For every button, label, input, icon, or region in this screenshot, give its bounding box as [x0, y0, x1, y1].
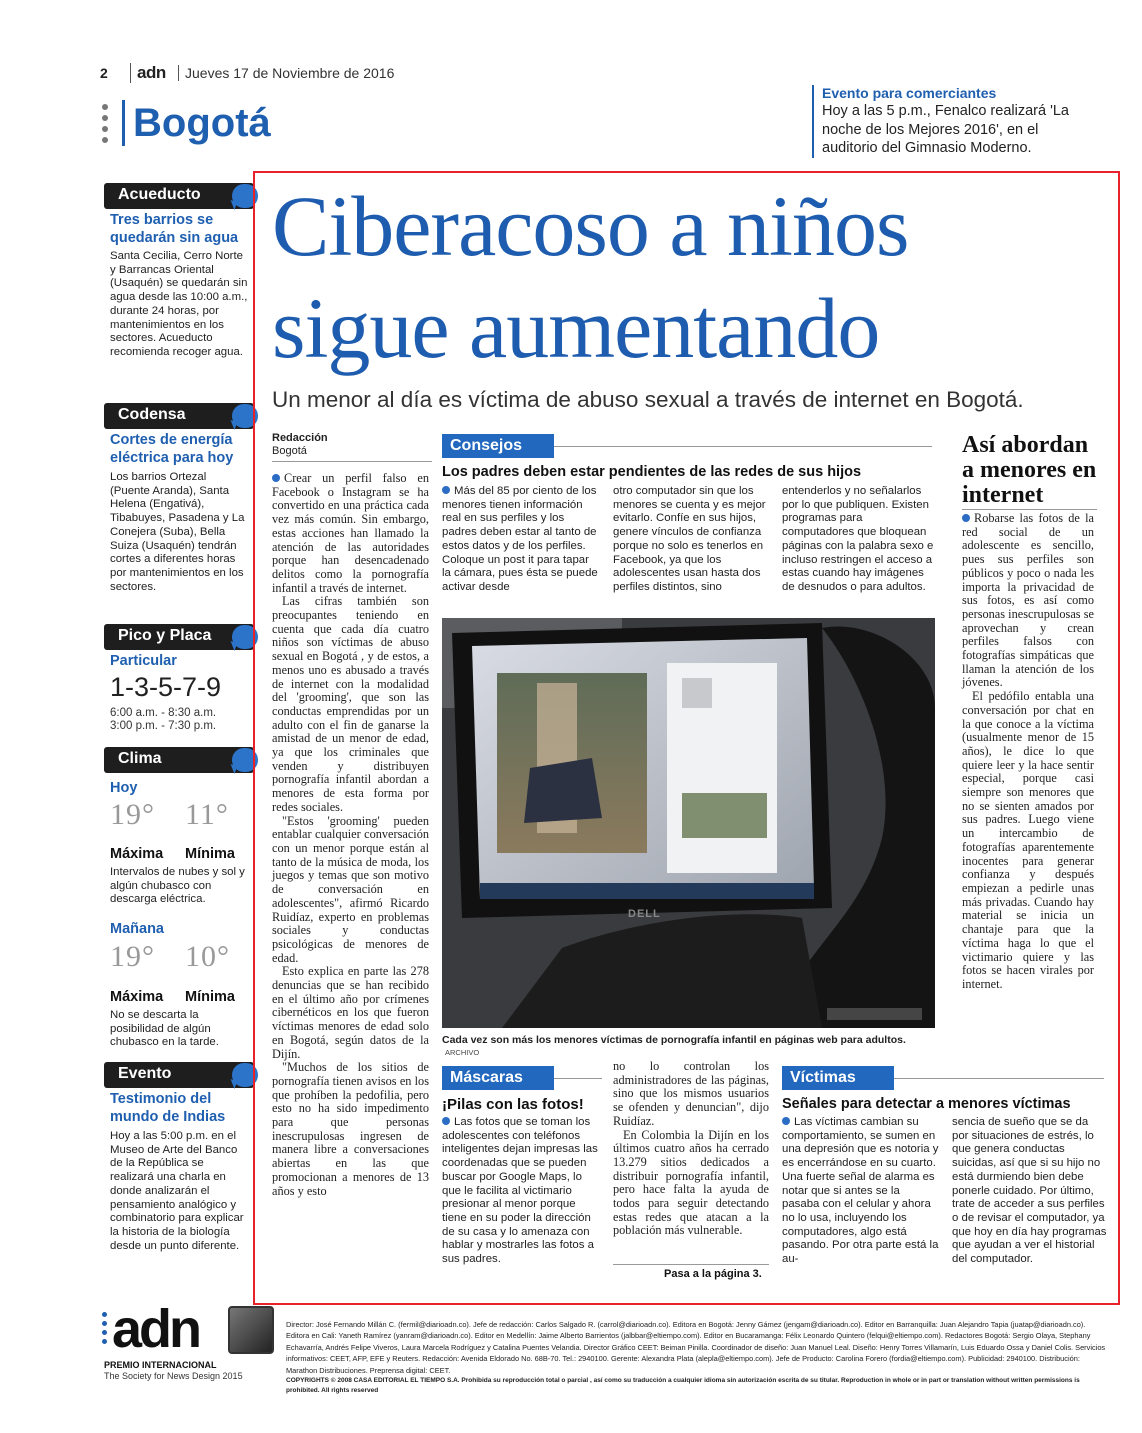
page-number: 2 [100, 65, 108, 81]
article-paragraph: Esto explica en parte las 278 denuncias que se han recibido en el último año por crímenes cibernéticos en los que fueron víctimas menores de edad solo en Bogotá, según datos de la Dijín. [272, 964, 429, 1061]
acueducto-body: Santa Cecilia, Cerro Norte y Barrancas Oriental (Usaquén) se quedarán sin agua desde las 10:00 a.m., durante 24 horas, por mantenimientos en los sectores. Acueducto recomienda recoger agua. [110, 250, 248, 358]
hoy-min-temp: 11° [185, 798, 229, 831]
article-paragraph: "Estos 'grooming' pueden entablar cualquier conversación con un menor porque están al tanto de la música de moda, los juegos y temas que son motivo de conversación en adolescentes", afirmó Ricardo Ruidíaz, experto en problemas sociales y conductas psicológicas de menores de edad. [272, 813, 429, 965]
byline-rule [272, 461, 432, 462]
evento-body: Hoy a las 5:00 p.m. en el Museo de Arte del Banco de la República se realizará una charla en donde analizarán el pensamiento analógico y combinatorio para explicar la historia de la biología desde un punto diferente. [110, 1130, 244, 1252]
evento-label-box [104, 1062, 254, 1088]
event-box [812, 85, 1097, 158]
bullet-icon [272, 474, 280, 482]
mascaras-rule [554, 1078, 602, 1079]
clima-hoy: Hoy [110, 780, 138, 796]
clima-label-box [104, 747, 254, 773]
article-paragraph: Las cifras también son preocupantes teniendo en cuenta que cada día cuatro niños son víctimas de abuso sexual en Bogotá , y de estos, a menos uno es abusado a través de internet con la modalidad del 'grooming', que son las conductas emprendidas por un adulto con el fin de ganarse la amistad de un menor de edad, ya que los criminales que venden y distribuyen pornografía infantil abordan a menores de esta forma por redes sociales. [272, 594, 429, 814]
mascaras-paragraph: no lo controlan los administradores de las páginas, sino que los mismos usuarios se ofenden y denuncian", dijo Ruidíaz. [613, 1059, 769, 1128]
consejos-col-3: entenderlos y no señalarlos por lo que publiquen. Existen programas para computadores que bloquean páginas con la palabra sexo e incluso restringen el acceso a estas cuando hay imágenes de desnudos o para adultos. [782, 485, 934, 593]
aside-rule [962, 509, 1097, 510]
headline-line-1: Ciberacoso a niños [272, 178, 909, 274]
article-paragraph: "Muchos de los sitios de pornografía tienen avisos en los que prohíben la pedofilia, pero esto no ha sido impedimento para que personas inescrupulosas ingresen de manera libre a conversaciones abiertas en las que promocionan a menores de 13 años y esto [272, 1060, 429, 1198]
hoy-min-label: Mínima [185, 846, 235, 862]
footer-dots [102, 1312, 108, 1344]
brand-small: adn [130, 63, 166, 83]
acueducto-label-box [104, 183, 254, 209]
consejos-headline: Los padres deben estar pendientes de las redes de sus hijos [442, 464, 862, 480]
article-paragraph: Crear un perfil falso en Facebook o Instagram se ha convertido en una práctica cada vez más común. Sin embargo, estas acciones han llamado la atención de las autoridades porque han desencadenado delitos como la pornografía infantil a través de internet. [272, 471, 429, 595]
bullet-icon [442, 486, 450, 494]
headline-line-2: sigue aumentando [272, 280, 880, 376]
pico-label: Pico y Placa [118, 627, 212, 644]
manana-forecast: No se descarta la posibilidad de algún chubasco en la tarde. [110, 1009, 219, 1049]
byline-place: Bogotá [272, 445, 307, 457]
evento-label: Evento [118, 1065, 172, 1082]
section-dots [102, 104, 108, 148]
codensa-label-box [104, 403, 254, 429]
footer-logo: adn [112, 1299, 200, 1359]
consejos-label: Consejos [442, 434, 554, 458]
victimas-label: Víctimas [782, 1066, 894, 1090]
aside-body [962, 512, 1094, 992]
manana-max-label: Máxima [110, 989, 164, 1005]
hoy-max-temp: 19° [110, 798, 155, 831]
consejos-rule [554, 446, 932, 447]
pico-type: Particular [110, 653, 177, 669]
codensa-label: Codensa [118, 406, 186, 423]
issue-date: Jueves 17 de Noviembre de 2016 [178, 65, 394, 81]
subheadline: Un menor al día es víctima de abuso sexual a través de internet en Bogotá. [272, 387, 1024, 412]
hoy-forecast: Intervalos de nubes y sol y algún chubasco con descarga eléctrica. [110, 866, 245, 906]
pico-time-1: 6:00 a.m. - 8:30 a.m. [110, 707, 217, 719]
acueducto-headline: Tres barrios se quedarán sin agua [110, 212, 239, 246]
aside-paragraph: El pedófilo entabla una conversación por chat en la que conoce a la víctima (usualmente menor de 15 años), le dice lo que quiere leer y la hace sentir especial, porque casi siempre son menores que no se sienten amados por sus padres. Luego viene un intercambio de fotografías aparentemente inocentes para generar confianza y después empiezan a pedirle unas más privadas. Cuando hay material se inicia un chantaje para que la víctima haga lo que el victimario quiere y las fotos se hacen virales por internet. [962, 689, 1094, 991]
photo-credit: ARCHIVO [445, 1048, 480, 1057]
victimas-headline: Señales para detectar a menores víctimas [782, 1096, 1071, 1112]
photo-caption [442, 1034, 937, 1058]
acueducto-label: Acueducto [118, 186, 201, 203]
mascaras-col-2 [613, 1060, 769, 1238]
mascaras-paragraph: En Colombia la Dijín en los últimos cuatro años ha cerrado 13.279 sitios dedicados a distribuir pornografía infantil, pero hace falta la ayuda de todos para seguir detectando estas redes que atacan a la población más vulnerable. [613, 1127, 769, 1238]
society-label: The Society for News Design 2015 [104, 1371, 243, 1381]
clima-label: Clima [118, 750, 162, 767]
continue-rule [613, 1264, 769, 1265]
mascaras-headline: ¡Pilas con las fotos! [442, 1096, 584, 1113]
award-label: PREMIO INTERNACIONAL [104, 1360, 217, 1370]
manana-min-temp: 10° [185, 940, 230, 973]
bullet-icon [962, 514, 970, 522]
event-title: Evento para comerciantes [822, 85, 997, 101]
consejos-col-2: otro computador sin que los menores se cuenta y es mejor evitarlo. Confíe en sus hijos, genere vínculos de confianza porque no solo es tenerlos en Facebook, ya que los adolescentes usan hasta dos perfiles distintos, sino [613, 485, 766, 593]
pico-digits: 1-3-5-7-9 [110, 672, 222, 702]
computer-photo-illustration [442, 618, 935, 1028]
aside-paragraph: Robarse las fotos de la red social de un adolescente es sencillo, pues sus perfiles son públicos y poco o nada les importa la privacidad de sus fotos, es así como personas inescrupulosas se aprovechan y crean perfiles falsos con fotografías simpáticas que llaman la atención de los jóvenes. [962, 511, 1094, 690]
manana-min-label: Mínima [185, 989, 235, 1005]
pico-label-box [104, 624, 254, 650]
aside-title: Así abordan a menores en internet [962, 432, 1097, 508]
footer-credits [286, 1319, 1106, 1396]
victimas-rule [894, 1078, 1104, 1079]
section-title: Bogotá [122, 100, 271, 146]
codensa-headline: Cortes de energía eléctrica para hoy [110, 432, 234, 466]
continue-link[interactable]: Pasa a la página 3. [664, 1268, 762, 1280]
page-header [100, 63, 600, 85]
monitor-brand: DELL [628, 908, 661, 920]
bullet-icon [782, 1117, 790, 1125]
credits-text: Director: José Fernando Millán C. (fermil@diarioadn.co). Jefe de redacción: Carlos Salgado R. (carrol@diarioadn.co). Editora en Bogotá: Jenny Gámez (jengam@diarioadn.co). Editor en Barranquilla: Juan Alejandro Tapia (juatap@diarioadn.co). Editora en Cali: Yaneth Ramírez (yanram@diarioadn.co). Editor en Medellín: Jaime Alberto Barrientos (jalbbar@eltiempo.com). Editor en Bucaramanga: Félix Leonardo Quintero (felqui@eltiempo.com). Redactores Bogotá: Sergio Olaya, Stephany Echavarría, Andrés Felipe Viveros, Laura Marcela Rodríguez y Catalina Puentes Velandia. Director Gráfico CEET: Beiman Pinilla. Coordinador de diseño: Juan Manuel Leal. Diseño: Henry Torres Villamarín, Luis Eduardo Ossa y Daniel Colis. Servicios informativos: CEET, AFP, EFE y Reuters. Redacción: Avenida Eldorado No. 68B-70. Tel.: 2940100. Gerente: Alexandra Plata (alepla@eltiempo.com). Jefe de Producto: Carolina Forero (fordia@eltiempo.com). Publicidad: 2940100. Distribución: Marathon Distribuciones. Preprensa digital: CEET. [286, 1320, 1106, 1375]
copyright-text: COPYRIGHTS © 2008 CASA EDITORIAL EL TIEMPO S.A. Prohibida su reproducción total o parcial , así como su traducción a cualquier idioma sin autorización escrita de su titular. Reproduction in whole or in part or translation without written permissions is prohibited. All rights reserved [286, 1377, 1080, 1395]
article-photo [442, 618, 935, 1028]
evento-headline: Testimonio del mundo de Indias [110, 1091, 226, 1125]
manana-max-temp: 19° [110, 940, 155, 973]
article-column-1 [272, 472, 429, 1198]
award-badge-icon [228, 1306, 274, 1354]
mascaras-label: Máscaras [442, 1066, 554, 1090]
caption-text: Cada vez son más los menores víctimas de pornografía infantil en páginas web para adultos. [442, 1034, 906, 1046]
clima-manana: Mañana [110, 921, 164, 937]
victimas-col-2: sencia de sueño que se da por situaciones de estrés, lo que genera conductas suicidas, así que si su hijo no está durmiendo bien debe ponerle cuidado. Por último, trate de acceder a sus perfiles o de revisar el computador, ya que hoy en día hay programas que ayudan a ver el historial del computador. [952, 1116, 1107, 1266]
byline-label: Redacción [272, 432, 328, 444]
pico-time-2: 3:00 p.m. - 7:30 p.m. [110, 720, 217, 732]
mascaras-col-1: Las fotos que se toman los adolescentes con teléfonos inteligentes dejan impresas las coordenadas que se pueden buscar por Google Maps, lo que le facilita al victimario presionar al menor porque tiene en su poder la dirección de su casa y lo amenaza con hablar y mostrarles las fotos a sus padres. [442, 1116, 598, 1266]
bullet-icon [442, 1117, 450, 1125]
hoy-max-label: Máxima [110, 846, 164, 862]
consejos-col-1: Más del 85 por ciento de los menores tienen información real en sus perfiles y los padres deben estar al tanto de estos datos y de los perfiles. Coloque un post it para tapar la cámara, pues ésta se puede activar desde [442, 485, 598, 593]
event-text: Hoy a las 5 p.m., Fenalco realizará 'La noche de los Mejores 2016', en el auditorio del Gimnasio Moderno. [822, 103, 1069, 156]
codensa-body: Los barrios Ortezal (Puente Aranda), Santa Helena (Engativá), Tibabuyes, Pasadena y La Conejera (Suba), Bella Suiza (Usaquén) tendrán cortes a diferentes horas por mantenimientos en los sectores. [110, 471, 245, 593]
victimas-col-1: Las víctimas cambian su comportamiento, se sumen en una depresión que es notoria y es encerrándose en su cuarto. Una fuerte señal de alarma es notar que si antes se la pasaba con el celular y ahora no lo usa, incluyendo los computadores, algo está pasando. Por otra parte está la au- [782, 1116, 939, 1266]
